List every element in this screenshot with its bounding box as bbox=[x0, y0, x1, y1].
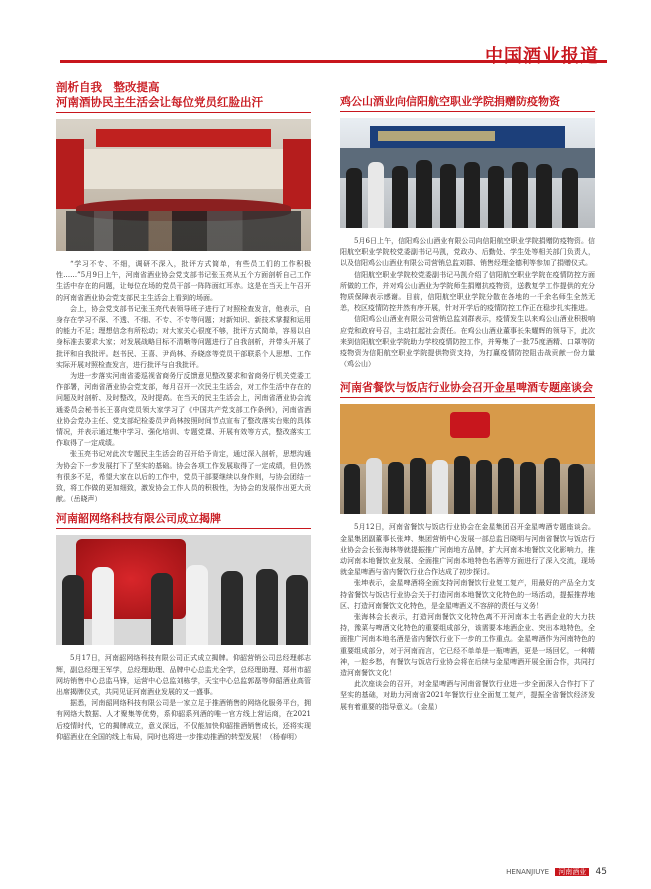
paragraph: 张坤表示，金星啤酒将全面支持河南餐饮行业复工复产，用最好的产品全力支持省餐饮与饭店行业协会关于打造河南本地餐饮文化特色的一场活动，提振推荐地区、打造河南餐饮文化特色，是金星啤酒义不容辞的责任与义务！ bbox=[340, 579, 595, 610]
paragraph: 5月6日上午，信阳鸡公山酒业有限公司向信阳航空职业学院捐赠防疫物资。信阳航空职业学院校党委副书记马凯，党政办、后勤处、学生处等相关部门负责人，以及信阳鸡公山酒业有限公司营销总监刘群、销售经理金德利等参加了捐赠仪式。 bbox=[340, 237, 595, 268]
paragraph: 会上，协会党支部书记张玉亮代表领导班子进行了对照检查发言，他表示，自身存在学习不深、不透、不细、不专、不专等问题；对新知识、新技术掌握和运用的能力不足；理想信念有所松动；对大家关心很度不够，批评方式简单，容易以自身标准去要求大家；对发展战略目标不清晰等问题进行了自我剖析，并带头开展了批评和自我批评。赵书民、王喜、尹尚林、乔晓彦等党员干部联系个人思想、工作实际开展对照检查发言，进行批评与自我批评。 bbox=[56, 304, 311, 369]
article-beer-forum bbox=[340, 380, 595, 712]
article-title: 河南韶网络科技有限公司成立揭牌 bbox=[56, 511, 311, 529]
paragraph: 张玉亮书记对此次专题民主生活会的召开给予肯定，通过深入剖析，思想沟通为协会下一步发展打下了坚实的基础。协会各项工作发展取得了一定成绩，但仍然有很多不足，希望大家在以后的工作中，党员干部要继续以身作则，与协会团结一致，将工作做的更加细致，激发协会工作人员的积极性，为协会的发展作出更大贡献。（岳晓声） bbox=[56, 450, 311, 504]
paragraph: “学习不专、不细，调研不深入，批评方式简单，有些员工们的工作积极性……”5月9日上午，河南省酒业协会党支部书记张玉亮从五个方面剖析自己工作生活中存在的问题，让每位在场的党员干部一阵阵面红耳赤。这是在当天上午召开的河南省酒业协会党支部民主生活会上看到的场面。 bbox=[56, 260, 311, 302]
meeting-photo bbox=[56, 119, 311, 251]
article-donation bbox=[340, 94, 595, 370]
paragraph: 5月12日，河南省餐饮与饭店行业协会在金星集团召开金星啤酒专题座谈会。金星集团副董事长张坤、集团营销中心发展一部总监吕晓明与河南省餐饮与饭店行业协会会长张海林等就提振推广河南地方品牌，扩大河南本地餐饮文化影响力，推动河南本地餐饮业发展、全面推广河南本地特色名酒等方面进行了深入交流，现场就金星啤酒与省内餐饮行业合作达成了初步探讨。 bbox=[340, 523, 595, 577]
page-footer bbox=[506, 867, 607, 877]
magazine-name: 河南酒业 bbox=[555, 868, 589, 876]
forum-photo bbox=[340, 404, 595, 514]
article-title: 鸡公山酒业向信阳航空职业学院捐赠防疫物资 bbox=[340, 94, 595, 112]
article-party-meeting bbox=[56, 80, 311, 505]
right-column bbox=[340, 94, 595, 713]
paragraph: 此次座谈会的召开，对金星啤酒与河南省餐饮行业进一步全面深入合作打下了坚实的基础，对助力河南省2021年餐饮行业全面复工复产，提振全省餐饮经济发展有着重要的指导意义。（金星） bbox=[340, 680, 595, 711]
left-column bbox=[56, 80, 311, 743]
paragraph: 5月17日，河南韶网络科技有限公司正式成立揭牌。仰韶营销公司总经理郝志辉，副总经理王军学，总经理助理、品牌中心总监尤全学，总经理助理、郑州市韶网坊销售中心总监马锋，运营中心总监刘栋学，天宝中心总监郭磊等仰韶酒业高管出席揭牌仪式，共同见证河南酒业发展的又一盛事。 bbox=[56, 654, 311, 697]
article-title-line2: 河南酒协民主生活会让每位党员红脸出汗 bbox=[56, 95, 311, 113]
section-title: 中国酒业报道 bbox=[485, 46, 599, 67]
article-title: 河南省餐饮与饭店行业协会召开金星啤酒专题座谈会 bbox=[340, 380, 595, 398]
journal-name: HENANJIUYE bbox=[506, 868, 550, 876]
paragraph: 张海林会长表示，打造河南餐饮文化特色离不开河南本土名酒企业的大力扶持，豫菜与啤酒文化特色的重要组成部分，该需要本地酒企业、突出本地特色，全面推广河南本地名酒是省内餐饮行业下一步的工作重点。金星啤酒作为河南特色的重要组成部分，对于河南而言，它已经不单单是一瓶啤酒，更是一场回忆，一种精神，一腔乡愁，有餐饮与饭店行业协会将在后续与金星啤酒开展全面合作，共同打造河南餐饮文化！ bbox=[340, 613, 595, 678]
paragraph: 信阳鸡公山酒业有限公司营销总监刘群表示，疫情发生以来鸡公山酒业积极响应党和政府号召，主动扛起社会责任。在鸡公山酒业董事长朱耀辉的领导下，此次来到信阳航空职业学院助力学校疫情防控工作，并筹集了一批75度酒精、口罩等防疫物资为信阳航空职业学院提供物资支持，为打赢疫情防控阻击战贡献一份力量（鸡公山） bbox=[340, 315, 595, 369]
article-title-line1: 剖析自我 整改提高 bbox=[56, 80, 160, 94]
unveiling-photo bbox=[56, 535, 311, 645]
donation-photo bbox=[340, 118, 595, 228]
page-number: 45 bbox=[595, 867, 607, 877]
paragraph: 据悉，河南韶网络科技有限公司是一家立足于推酒销售的网络化服务平台，拥有网络大数据、人才聚集等优势，系仰韶系列酒的唯一官方线上营运商，在2021后疫情时代，它的揭牌成立，意义深远，不仅能加快仰韶推酒销售成长，还将实现仰韶酒业在全国的线上布局，同时也将进一步推动推酒的转型发展！（杨春明） bbox=[56, 699, 311, 741]
article-company-launch bbox=[56, 511, 311, 743]
paragraph: 为进一步落实河南省委巡视省商务厅反馈意见整改要求和省商务厅机关党委工作部署，河南省酒业协会党支部，每月召开一次民主生活会，对工作生活中存在的问题及时剖析、及时整改，及时提高。在当天的民主生活会上，河南省酒业协会流通委员会秘书长王喜向党员领大家学习了《中国共产党支部工作条例》，河南省酒业协会党办主任、党支部纪检委员尹尚林按照时间节点宣布了整改落实台账的具体情况，并表示通过集中学习、强化培训、专题党课、开展有效等方式，整改落实工作取得了一定成绩。 bbox=[56, 372, 311, 448]
paragraph: 信阳航空职业学院校党委副书记马凯介绍了信阳航空职业学院在疫情防控方面所做的工作，并对鸡公山酒业为学院师生捐赠抗疫物资，送教复学工作提供的充分物质保障表示感谢。目前，信阳航空职业学院分散在各地的一千余名师生全然无恙，校区疫情防控井然有序开展，针对开学后的疫情防控工作正在稳步扎实推进。 bbox=[340, 270, 595, 313]
